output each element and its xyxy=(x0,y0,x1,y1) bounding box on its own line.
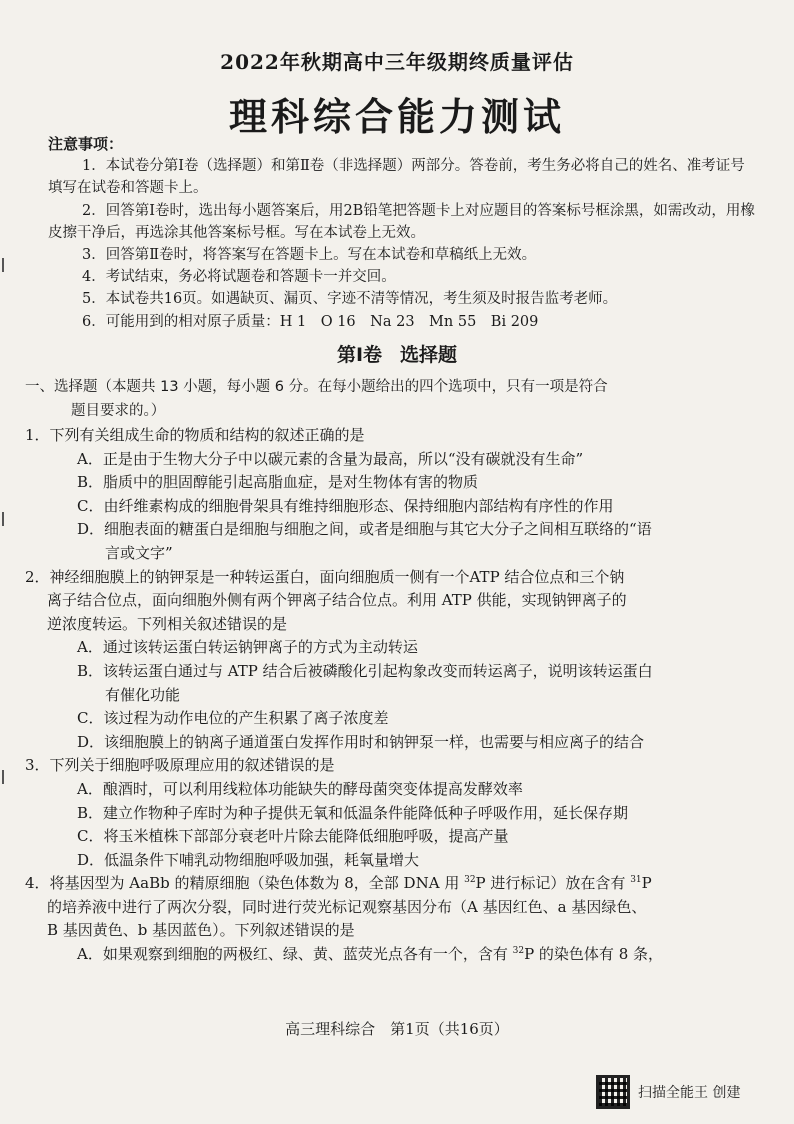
question-stem: 2．神经细胞膜上的钠钾泵是一种转运蛋白，面向细胞质一侧有一个ATP 结合位点和三个钠 xyxy=(25,567,625,586)
option-a: A．正是由于生物大分子中以碳元素的含量为最高，所以“没有碳就没有生命” xyxy=(77,449,584,468)
option-c: C．由纤维素构成的细胞骨架具有维持细胞形态、保持细胞内部结构有序性的作用 xyxy=(77,496,614,515)
question-stem xyxy=(25,872,767,896)
option-a: A．酿酒时，可以利用线粒体功能缺失的酵母菌突变体提高发酵效率 xyxy=(77,779,523,798)
option-b: B．该转运蛋白通过与 ATP 结合后被磷酸化引起构象改变而转运离子，说明该转运蛋白 xyxy=(77,661,653,680)
question-2 xyxy=(25,566,767,755)
binding-margin-mark xyxy=(2,258,12,272)
stem-text: P xyxy=(641,874,652,893)
option-d: D．该细胞膜上的钠离子通道蛋白发挥作用时和钠钾泵一样，也需要与相应离子的结合 xyxy=(77,732,645,751)
note-item: 1．本试卷分第Ⅰ卷（选择题）和第Ⅱ卷（非选择题）两部分。答卷前，考生务必将自己的姓名、准考证号填写在试卷和答题卡上。 xyxy=(48,158,745,197)
option-a: A．通过该转运蛋白转运钠钾离子的方式为主动转运 xyxy=(77,638,418,657)
exam-subtitle: 2022年秋期高中三年级期终质量评估 xyxy=(220,50,574,74)
question-4 xyxy=(25,872,767,966)
option-d-continued: 言或文字” xyxy=(105,543,173,562)
option-d: D．细胞表面的糖蛋白是细胞与细胞之间，或者是细胞与其它大分子之间相互联络的“语 xyxy=(77,520,652,539)
isotope-superscript: 31 xyxy=(630,875,642,886)
qr-code-icon xyxy=(596,1075,630,1109)
section-instructions xyxy=(25,376,767,423)
exam-title: 理科综合能力测试 xyxy=(228,94,565,139)
note-item: 3．回答第Ⅱ卷时，将答案写在答题卡上。写在本试卷和草稿纸上无效。 xyxy=(82,247,537,264)
question-stem-continued: 的培养液中进行了两次分裂，同时进行荧光标记观察基因分布（A 基因红色、a 基因绿色、 xyxy=(47,897,647,916)
option-c: C．该过程为动作电位的产生积累了离子浓度差 xyxy=(77,709,389,728)
section-name: 选择题 xyxy=(400,344,458,366)
option-b-continued: 有催化功能 xyxy=(105,685,181,704)
option-c: C．将玉米植株下部部分衰老叶片除去能降低细胞呼吸，提高产量 xyxy=(77,827,509,846)
isotope-superscript: 32 xyxy=(464,875,476,886)
stem-text: P 进行标记）放在含有 xyxy=(475,874,631,893)
question-stem: 1．下列有关组成生命的物质和结构的叙述正确的是 xyxy=(25,426,365,444)
page-footer: 高三理科综合 第1页（共16页） xyxy=(285,1020,509,1038)
option-text: A．如果观察到细胞的两极红、绿、黄、蓝荧光点各有一个，含有 xyxy=(77,945,513,964)
instructions-line: 题目要求的。） xyxy=(71,402,166,419)
stem-text: 4．将基因型为 AaBb 的精原细胞（染色体数为 8，全部 DNA 用 xyxy=(25,874,465,893)
option-b: B．建立作物种子库时为种子提供无氧和低温条件能降低种子呼吸作用，延长保存期 xyxy=(77,803,629,822)
section-volume: 第Ⅰ卷 xyxy=(336,344,383,366)
question-stem: 3．下列关于细胞呼吸原理应用的叙述错误的是 xyxy=(25,756,335,775)
binding-margin-mark xyxy=(2,512,12,526)
option-a xyxy=(25,943,767,967)
notes-block xyxy=(48,133,758,333)
section-title xyxy=(0,340,794,367)
scanner-watermark xyxy=(596,1074,740,1110)
option-b: B．脂质中的胆固醇能引起高脂血症，是对生物体有害的物质 xyxy=(77,473,479,492)
option-text: P 的染色体有 8 条， xyxy=(524,945,664,964)
note-item: 6．可能用到的相对原子质量：H 1 O 16 Na 23 Mn 55 Bi 209 xyxy=(82,313,539,330)
isotope-superscript: 32 xyxy=(512,946,525,957)
note-item: 2．回答第Ⅰ卷时，选出每小题答案后，用2B铅笔把答题卡上对应题目的答案标号框涂黑，如需改动，用橡皮擦干净后，再选涂其他答案标号框。写在本试卷上无效。 xyxy=(48,202,755,241)
scanner-label: 扫描全能王 创建 xyxy=(638,1085,741,1101)
question-stem-continued: 逆浓度转运。下列相关叙述错误的是 xyxy=(47,614,288,633)
question-1 xyxy=(25,424,767,566)
question-stem-continued: 离子结合位点，面向细胞外侧有两个钾离子结合位点。利用 ATP 供能，实现钠钾离子的 xyxy=(47,591,627,610)
notes-heading: 注意事项： xyxy=(48,135,124,153)
option-d: D．低温条件下哺乳动物细胞呼吸加强，耗氧量增大 xyxy=(77,850,420,869)
note-item: 5．本试卷共16页。如遇缺页、漏页、字迹不清等情况，考生须及时报告监考老师。 xyxy=(82,291,618,308)
instructions-line: 一、选择题（本题共 13 小题，每小题 6 分。在每小题给出的四个选项中，只有一项是符合 xyxy=(25,379,608,395)
binding-margin-mark xyxy=(2,770,12,784)
question-3 xyxy=(25,754,767,872)
note-item: 4．考试结束，务必将试题卷和答题卡一并交回。 xyxy=(82,269,396,286)
question-stem-continued: B 基因黄色、b 基因蓝色）。下列叙述错误的是 xyxy=(47,921,355,940)
question-list xyxy=(25,424,767,967)
